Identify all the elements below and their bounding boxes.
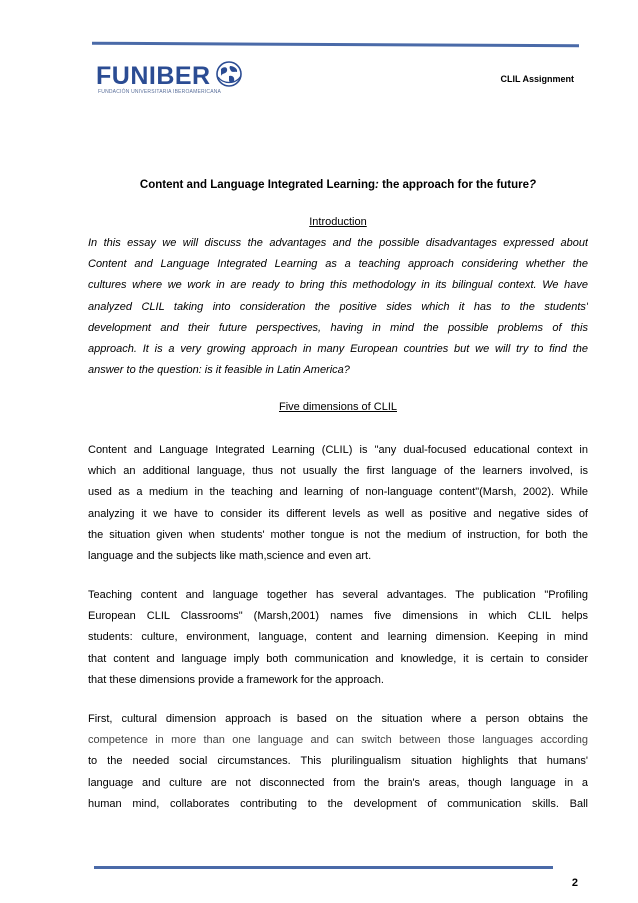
introduction-heading: Introduction [309,216,367,228]
text-line: analyzed CLIL taking into consideration the positive sides which it has to the students' [88,300,588,313]
text-line: approach. It is a very growing approach in many European countries but we will try to find the [88,342,588,355]
dimensions-paragraph-1 [88,440,588,567]
text-line: In this essay we will discuss the advantages and the possible disadvantages expressed about [88,237,588,249]
text-line: Content and Language Integrated Learning (CLIL) is "any dual-focused educational context in [88,444,588,456]
text-line: to the needed social circumstances. This plurilingualism situation highlights that humans' [88,755,588,768]
text-line: Teaching content and language together has several advantages. The publication "Profiling [88,589,588,601]
dimensions-paragraph-2 [88,585,588,691]
five-dimensions-heading: Five dimensions of CLIL [279,401,397,413]
text-line: Content and Language Integrated Learning as a teaching approach considering whether the [88,258,588,271]
introduction-paragraph [88,233,588,381]
title-part-1: Content and Language Integrated Learning [139,179,376,191]
title-colon: : [375,179,379,191]
text-line: human mind, collaborates contributing to the development of communication skills. Ball [88,797,588,810]
text-line: that content and language imply both communication and knowledge, it is certain to consider [88,652,588,665]
text-line: European CLIL Classrooms" (Marsh,2001) names five dimensions in which CLIL helps [88,610,588,623]
text-line: cultures where we work in are ready to bring this methodology in its bilingual context. We have [88,279,588,292]
text-line: the situation given when students' mother tongue is not the medium of instruction, for both the [88,528,588,541]
text-line: answer to the question: is it feasible in Latin America? [88,364,350,377]
globe-icon [215,60,243,88]
logo-subtitle: FUNDACIÓN UNIVERSITARIA IBEROAMERICANA [98,89,222,95]
text-line: that these dimensions provide a framework for the approach. [88,673,384,686]
funiber-logo [96,60,246,100]
text-line: language and culture are not disconnected from the brain's areas, though language in a [88,776,588,789]
text-line: used as a medium in the teaching and learning of non-language content"(Marsh, 2002). While [88,486,588,499]
text-line: competence in more than one language and can switch between those languages according [88,734,588,747]
page-number: 2 [571,877,578,889]
header-rule [92,42,579,48]
logo-text: FUNIBER [96,62,211,90]
text-line: development and their future perspectives, having in mind the possible problems of this [88,321,588,334]
text-line: language and the subjects like math,science and even art. [88,549,372,562]
title-question-mark: ? [529,179,537,191]
text-line: students: culture, environment, language, content and learning dimension. Keeping in mind [88,631,588,644]
assignment-label: CLIL Assignment [500,74,574,84]
dimensions-paragraph-3 [88,709,588,815]
text-line: which an additional language, thus not usually the first language of the learners involved, is [88,465,588,478]
text-line: First, cultural dimension approach is based on the situation where a person obtains the [88,713,588,725]
text-line: analyzing it we have to consider its different levels as well as positive and negative sides of [88,507,588,520]
document-title [88,179,588,191]
title-part-2: the approach for the future [378,179,530,191]
footer-rule [94,866,553,869]
